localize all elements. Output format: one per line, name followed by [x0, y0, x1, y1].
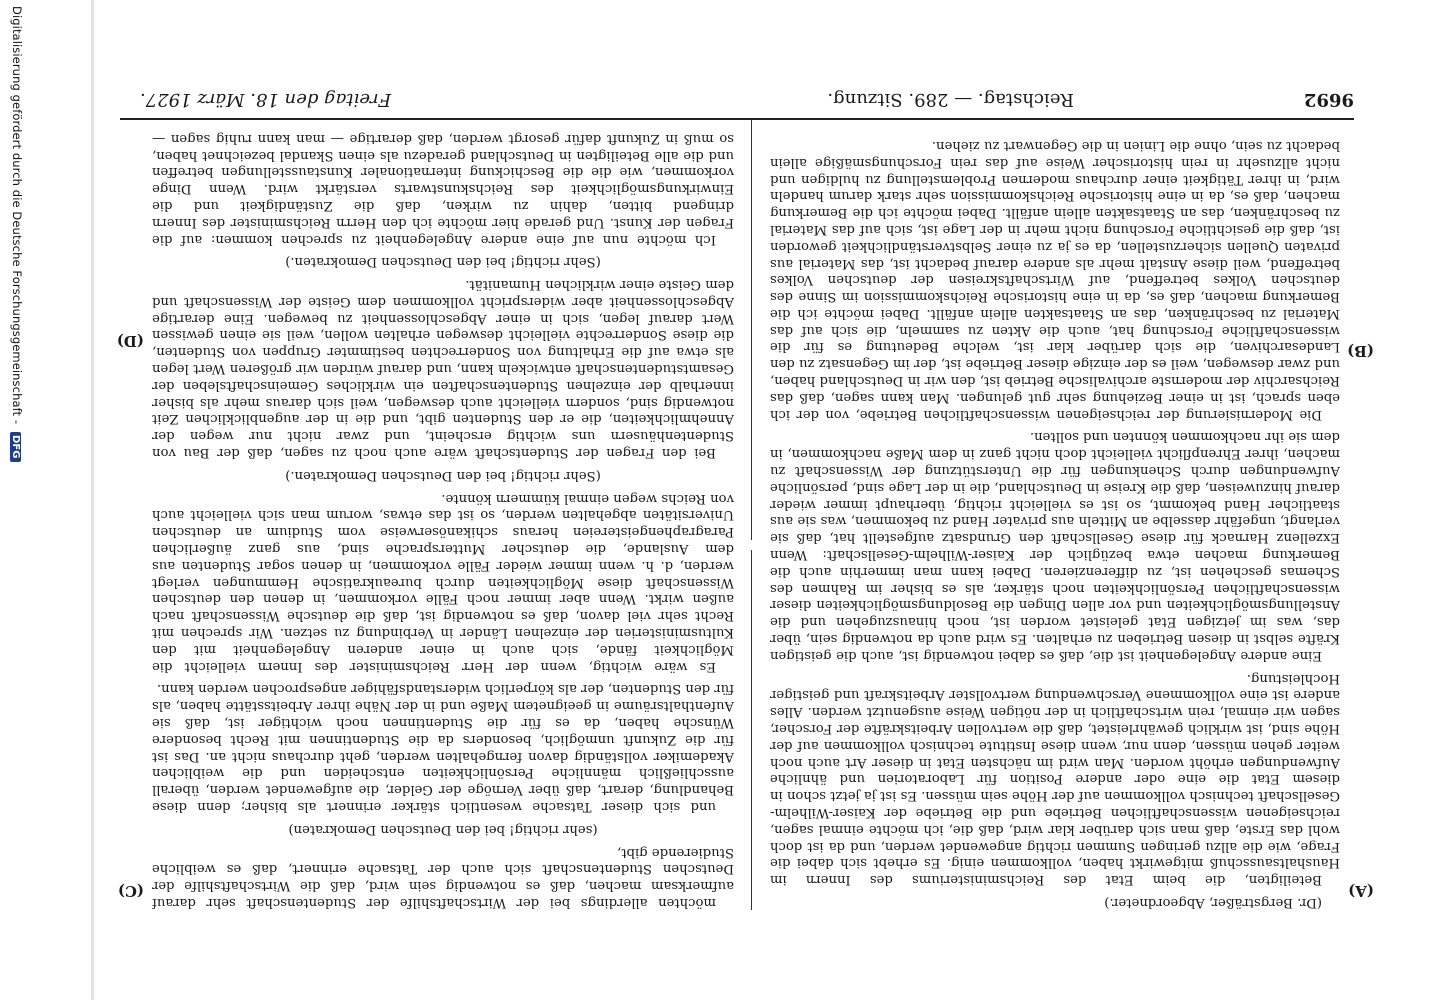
interjection: (Sehr richtig! bei den Deutschen Demokraten.) [285, 254, 601, 270]
dfg-logo: DFG [10, 432, 21, 462]
margin-marker-d: (D) [116, 332, 144, 350]
paragraph: Die Modernisierung der reichseigenen wissenschaftlichen Betriebe, von der ich eben sprach, ist in einer Beziehung sehr gut gelungen. Man kann sagen, daß das Reichsarchiv der modernste archivalische Betrieb ist, den wir in Deutschland haben, und zwar deswegen, weil es der einzige dieser Betriebe ist, der im Gegensatz zu den Landesarchiven, die sich darüber klar ist, welche Bedeutung es für die wissenschaftliche Forschung hat, auch die Akten zu sammeln, die sich auf das Material zu beschränken, das an Staatsakten allein anfällt. Dabei möchte ich die Bemerkung machen, daß es, da in eine historische Reichskommission im Sinne des deutschen Volkes betreffend, auf Wirtschaftskreisen der deutschen Volkes betreffend, weil diese Anstalt mehr als andere darauf bedacht ist, das Material aus privaten Quellen sicherzustellen, da es ja zu einer Selbstverständlichkeit geworden ist, daß die gesichtliche Forschung nicht mehr in der Lage ist, sich auf das Material zu beschränken, das an Staatsakten allein anfällt. Dabei möchte ich die Bemerkung machen, daß es, da in eine historische Reichskommission sehr stark darum handeln wird, in ihrer Tätigkeit einer durchaus modernen Problemstellung zu huldigen und nicht allzusehr in rein historischer Weise auf das rein Forschungsmäßige allein bedacht zu sein, ohne die Linien in die Gegenwart zu ziehen. [770, 137, 1340, 422]
speaker-note: (Dr. Bergsträßer, Abgeordneter.) [1104, 895, 1322, 910]
margin-marker-c: (C) [117, 882, 144, 900]
paragraph: Ich möchte nun auf eine andere Angelegenheit zu sprechen kommen: auf die Fragen der Kunst. Und gerade hier möchte ich den Herrn Reichsminister des Innern dringend bitten, dahin zu wirken, daß die Zuständigkeit und die Einwirkungsmöglichkeit des Reichskunstwarts verstärkt wird. Wenn Dinge vorkommen, wie die die Beschickung internationaler Kunstausstellungen betreffen und die alle Beteiligten in Deutschland geradezu als einen Skandal bezeichnet haben, so muß in Zukunft dafür gesorgt werden, daß derartige — man kann ruhig sagen — [152, 130, 734, 247]
page-number: 9692 [1303, 89, 1354, 110]
paragraph: Bei den Fragen der Studentschaft wäre auch noch zu sagen, daß der Bau von Studentenhäusern uns wichtig erscheint, und zwar nicht nur wegen der Annehmlichkeiten, die er den Studenten gibt, und die in der augenblicklichen Zeit notwendig sind, sondern vielleicht auch deswegen, weil sich daraus mehr als bisher innerhalb der einzelnen Studentenschaften ein wirkliches Gemeinschaftsleben der Gesamtstudentenschaft entwickeln kann, und darauf würden wir größeren Wert legen als etwa auf die Erhaltung von Sonderrechten bestimmter Gruppen von Studenten, die diese Sonderrechte vielleicht deswegen erhalten wollen, weil sie einen gewissen Wert darauf legen, sich in einer Abgeschlossenheit zu bewegen. Eine derartige Abgeschlossenheit aber widerspricht vollkommen dem Geiste der Wissenschaft und dem Geiste einer wirklichen Humanität. [152, 277, 734, 461]
footer-text [10, 6, 24, 462]
right-column [152, 130, 734, 910]
paragraph: Eine andere Angelegenheit ist die, daß es dabei notwendig ist, auch die geistigen Kräfte selbst in diesen Betrieben zu erhalten. Es wird auch da notwendig sein, über das, was im jetzigen Etat geleistet worden ist, noch hinauszugehen und die Anstellungsmöglichkeiten und vor allen Dingen die Besoldungsmöglichkeiten dieser wissenschaftlichen Persönlichkeiten noch stärker, als es bisher im Rahmen des Schemas geschehen ist, zu differenzieren. Dabei kann man immerhin auch die Bemerkung machen etwa bezüglich der Kaiser-Wilhelm-Gesellschaft: Wenn Exzellenz Harnack für diese Gesellschaft den Grundsatz aufgestellt hat, daß sie verlangt, ungefähr dasselbe an Mitteln aus privater Hand zu bekommen, was sie aus staatlicher Hand bekommt, so ist es vielleicht richtig, überhaupt immer wieder darauf hinzuweisen, daß die Kreise in Deutschland, die in der Lage sind, persönliche Aufwendungen durch Schenkungen für die Unterstützung der Wissenschaft zu machen, ihrer Ehrenpflicht vielleicht doch nicht ganz in dem Maße nachkommen, in dem sie ihr nachkommen könnten und sollten. [770, 429, 1340, 663]
header-rule [120, 118, 1354, 120]
paragraph: möchten allerdings bei der Wirtschaftshilfe der Studentenschaft sehr darauf aufmerksam machen, daß es notwendig sein wird, daß die Wirtschaftshilfe der Deutschen Studentenschaft sich auch der Tatsache erinnert, daß es weibliche Studierende gibt, [152, 844, 734, 910]
footer-credit: Digitalisierung gefördert durch die Deutsche Forschungsgemeinschaft - [10, 6, 24, 425]
margin-marker-a: (A) [1348, 882, 1374, 900]
column-divider [751, 550, 752, 910]
interjection: (Sehr richtig! bei den Deutschen Demokraten.) [285, 467, 601, 483]
paragraph: und sich dieser Tatsache wesentlich stärker erinnert als bisher; denn diese Behandlung, derart, daß über Vernöge der Gelder, die aufgewendet werden, überall ausschließlich männliche Persönlichkeiten entscheiden und die weiblichen Akademiker vollständig davon ferngehalten werden, geht durchaus nicht an. Das ist für die Zukunft unmöglich, besonders da die Studentinnen mit Recht besondere Wünsche haben, da es für die Studentinnen noch wichtiger ist, daß sie Aufenthaltsräume in geeignetem Maße und in der Nähe ihrer Arbeitsstätte haben, als für den Studenten, der als körperlich widerstandsfähiger angesprochen werden kann. [152, 681, 734, 815]
interjection: (sehr richtig! bei den Deutschen Demokraten) [288, 821, 598, 837]
date-head: Freitag den 18. März 1927. [140, 89, 392, 110]
footer-strip [0, 0, 30, 1000]
left-column [770, 130, 1340, 910]
column-divider [751, 120, 752, 540]
margin-marker-b: (B) [1347, 342, 1374, 360]
page-header [120, 86, 1354, 112]
paragraph: Beteiligten, die beim Etat des Reichsministeriums des Innern im Haushaltsausschuß mitgewirkt haben, vollkommen einig. Es erhebt sich dabei die Frage, wie die allzu geringen Summen richtig angewendet werden, und da ist doch wohl das Erste, daß man sich darüber klar wird, daß die, ich möchte einmal sagen, reichseigenen wissenschaftlichen Betriebe und die Betriebe der Kaiser-Wilhelm-Gesellschaft technisch vollkommen auf der Höhe sein müssen. Es ist ja jetzt schon in diesem Etat die eine oder andere Position für Laboratorien und ähnliche Aufwendungen erhöht worden. Man wird im nächsten Etat in dieser Art auch noch weiter gehen müssen, denn nur, wenn diese Institute technisch vollkommen auf der Höhe sind, ist wirklich gewährleistet, daß die wertvollen Arbeitskräfte der Forscher, sagen wir einmal, rein wirtschaftlich in der nötigen Weise ausgenutzt werden. Alles andere ist eine vollkommene Verschwendung wertvollster Arbeitskraft und geistiger Hochleistung. [770, 670, 1340, 888]
scan-edge [91, 0, 94, 1000]
paragraph: Es wäre wichtig, wenn der Herr Reichsminister des Innern vielleicht die Möglichkeit fände, sich auch in einer anderen Angelegenheit mit den Kultusministerien der einzelnen Länder in Verbindung zu setzen. Wir sprechen mit Recht sehr viel davon, daß es notwendig ist, daß die deutsche Wissenschaft nach außen wirkt. Wenn aber immer noch Fälle vorkommen, in denen den deutschen Wissenschaft diese Möglichkeiten durch bureaukratische Hemmungen verlegt werden, d. h. wenn immer wieder Fälle vorkommen, in denen sogar Studenten aus dem Auslande, die deutscher Muttersprache sind, aus ganz äußerlichen Paragraphengeistereien heraus schikanöserweise vom Studium an deutschen Universitäten abgehalten werden, so ist das etwas, worum man sich vielleicht auch von Reichs wegen einmal kümmern könnte. [152, 490, 734, 674]
running-head: Reichstag. — 289. Sitzung. [827, 89, 1074, 110]
